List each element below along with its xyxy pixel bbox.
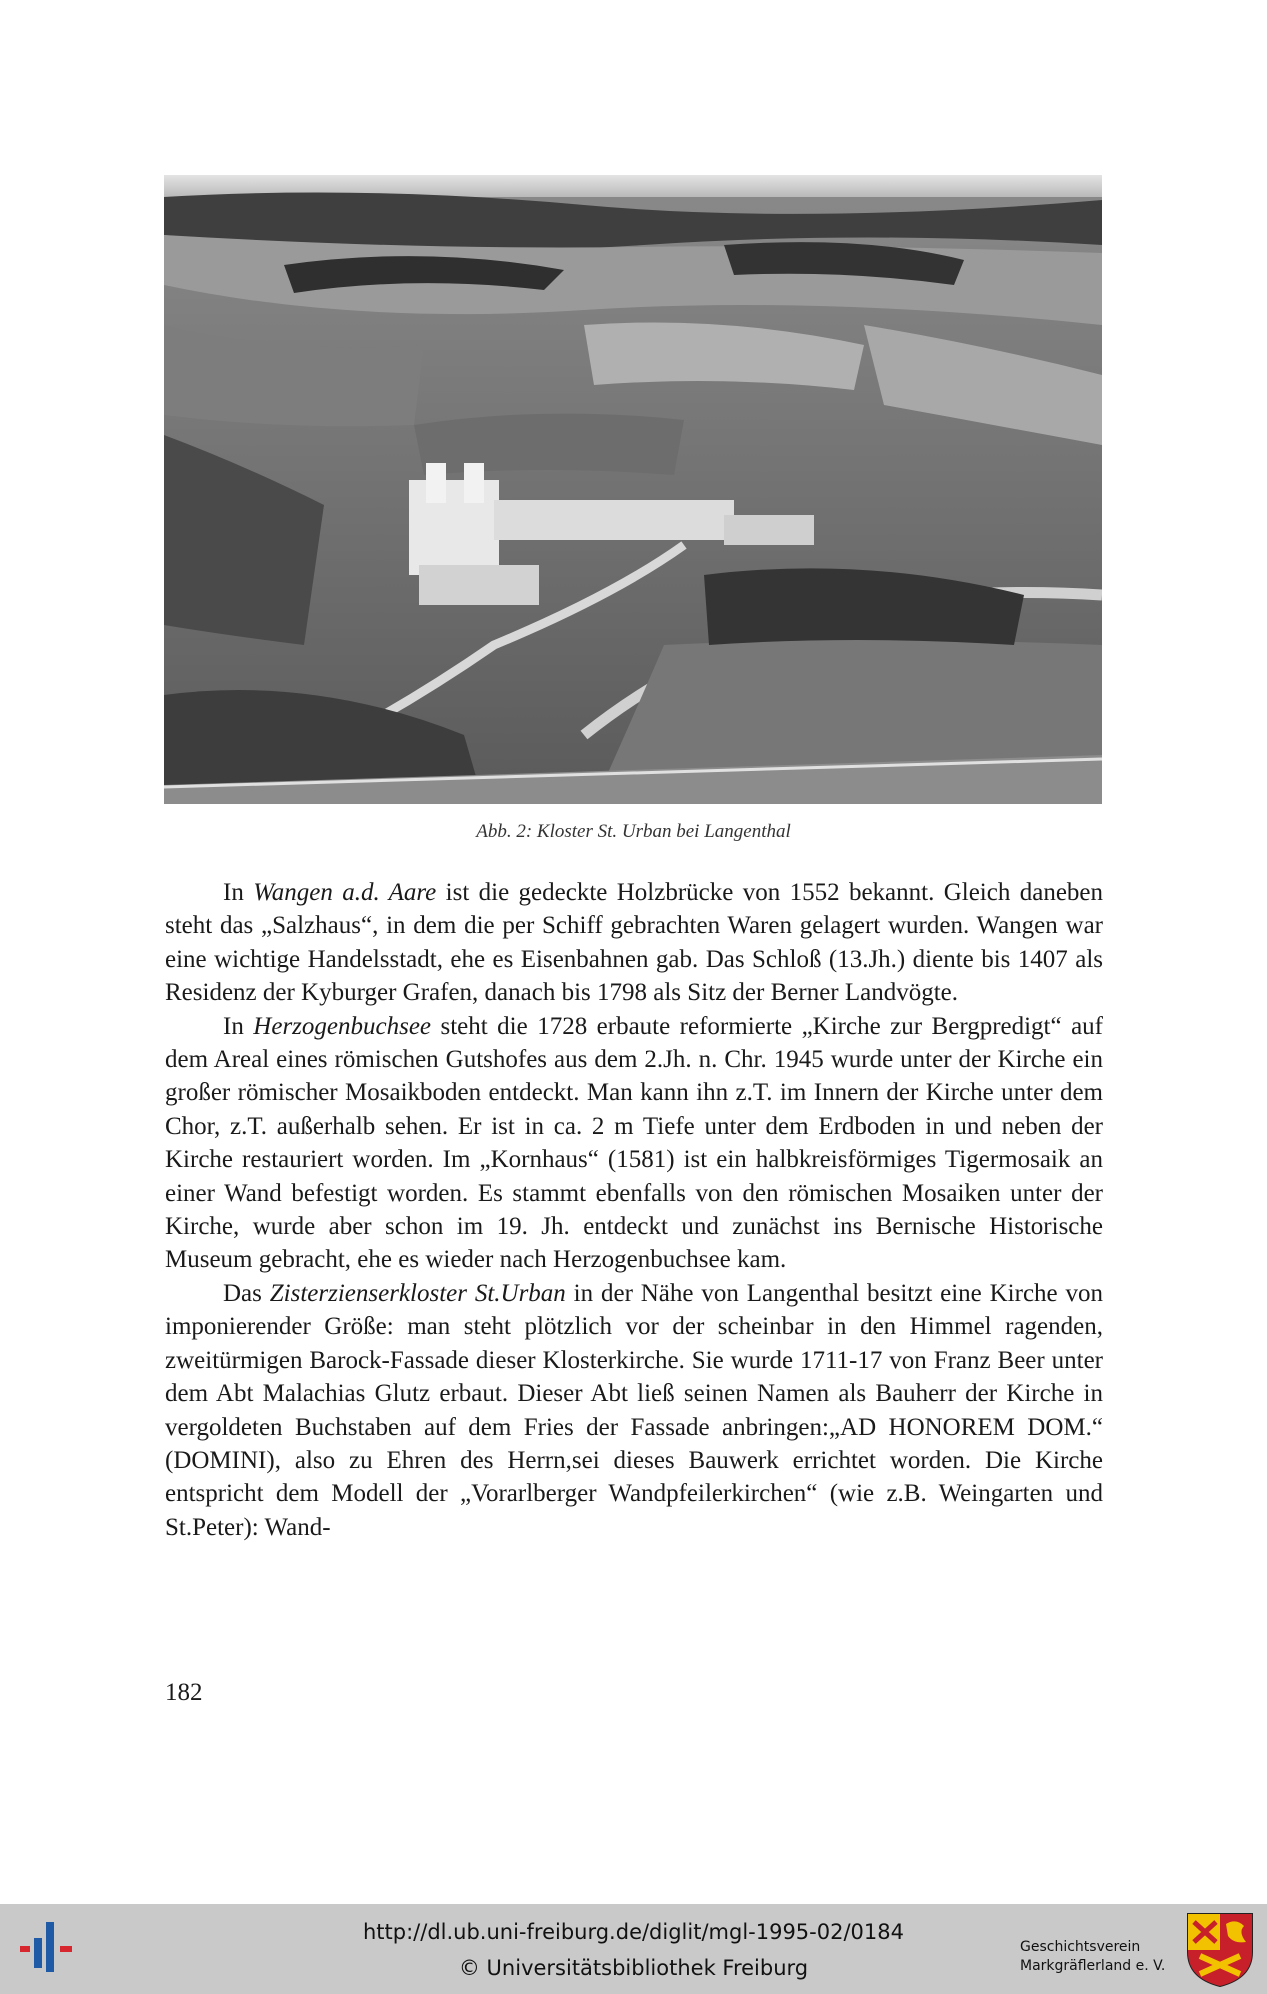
place-name: Zisterzienserkloster St.Urban xyxy=(269,1279,566,1307)
place-name: Wangen a.d. Aare xyxy=(253,879,437,906)
paragraph-wangen: In Wangen a.d. Aare ist die gedeckte Holzbrücke von 1552 bekannt. Gleich daneben steht das „Salzhaus“, in dem die per Schiff gebrachten Waren gelagert wurden. Wangen war eine wichtige Handelsstadt, ehe es Eisenbahnen gab. Das Schloß (13.Jh.) diente bis 1407 als Residenz der Kyburger Grafen, danach bis 1798 als Sitz der Berner Landvögte. xyxy=(165,879,1104,1007)
body-text xyxy=(165,876,1103,1544)
aerial-photo-image xyxy=(164,175,1102,804)
paragraph-herzogenbuchsee: In Herzogenbuchsee steht die 1728 erbaute reformierte „Kirche zur Bergpredigt“ auf dem Areal eines römischen Gutshofes aus dem 2.Jh. n. Chr. 1945 wurde unter der Kirche ein großer römischer Mosaikboden entdeckt. Man kann ihn z.T. im Innern der Kirche unter dem Chor, z.T. außerhalb sehen. Er ist in ca. 2 m Tiefe unter dem Erdboden in und neben der Kirche restauriert worden. Im „Kornhaus“ (1581) ist ein halbkreisförmiges Tigermosaik an einer Wand befestigt worden. Es stammt ebenfalls von den römischen Mosaiken unter der Kirche, wurde aber schon im 19. Jh. entdeckt und zunächst ins Bernische Historische Museum gebracht, ehe es wieder nach Herzogenbuchsee kam. xyxy=(165,1012,1103,1274)
society-crest-icon xyxy=(1186,1912,1254,1988)
society-name-line2: Markgräflerland e. V. xyxy=(1020,1958,1166,1974)
place-name: Herzogenbuchsee xyxy=(253,1012,432,1040)
paragraph-st-urban: Das Zisterzienserkloster St.Urban in der Nähe von Langenthal besitzt eine Kirche von imponierender Größe: man steht plötzlich vor der scheinbar in den Himmel ragenden, zweitürmigen Barock-Fassade dieser Klosterkirche. Sie wurde 1711-17 von Franz Beer unter dem Abt Malachias Glutz erbaut. Dieser Abt ließ seinen Namen als Bauherr der Kirche in vergoldeten Buchstaben auf dem Fries der Fassade anbringen:„AD HONOREM DOM.“ (DOMINI), also zu Ehren des Herrn,sei dieses Bauwerk errichtet worden. Die Kirche entspricht dem Modell der „Vorarlberger Wandpfeilerkirchen“ (wie z.B. Weingarten und St.Peter): Wand- xyxy=(165,1279,1104,1541)
footer-copyright: © Universitätsbibliothek Freiburg xyxy=(458,1956,809,1980)
footer-bar xyxy=(0,1904,1267,1994)
aerial-photo xyxy=(164,175,1102,804)
society-name-line1: Geschichtsverein xyxy=(1020,1939,1141,1955)
page-number: 182 xyxy=(165,1679,203,1706)
figure-caption: Abb. 2: Kloster St. Urban bei Langenthal xyxy=(476,821,791,842)
footer-url-link[interactable]: http://dl.ub.uni-freiburg.de/diglit/mgl-1995-02/0184 xyxy=(362,1920,904,1944)
